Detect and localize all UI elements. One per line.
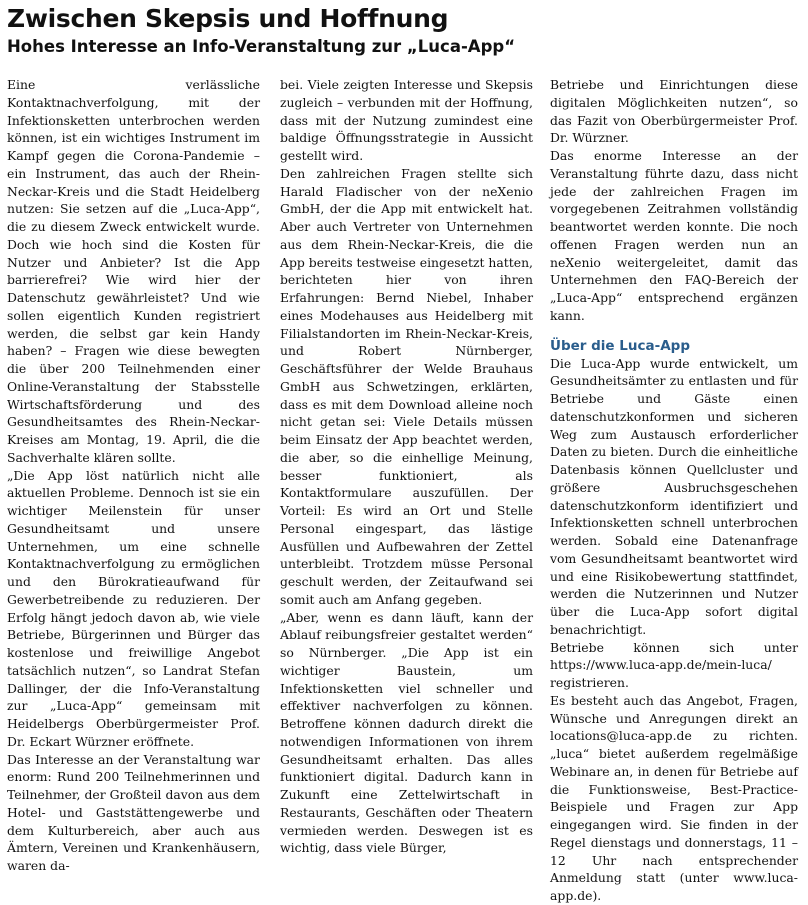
paragraph: Betriebe und Einrichtungen diese digitalen Möglichkeiten nutzen“, so das Fazit von Oberbürgermeister Prof. Dr. Würzner. bbox=[550, 77, 798, 146]
headline: Zwischen Skepsis und Hoffnung bbox=[7, 4, 449, 33]
paragraph: Den zahlreichen Fragen stellte sich Harald Fladischer von der neXenio GmbH, der die App mit entwickelt hat. Aber auch Vertreter von Unternehmen aus dem Rhein-Neckar-Kreis, die die App bereits testweise eingesetzt hatten, berichteten hier von ihren Erfahrungen: Bernd Niebel, Inhaber eines Modehauses aus Heidelberg mit Filialstandorten im Rhein-Neckar-Kreis, und Robert Nürnberger, Geschäftsführer der Welde Brauhaus GmbH aus Schwetzingen, erklärten, dass es mit dem Download alleine noch nicht getan sei: Viele Details müssen beim Einsatz der App beachtet werden, die aber, so die einhellige Meinung, besser funktioniert, als Kontaktformulare auszufüllen. Der Vorteil: Es wird an Ort und Stelle Personal eingespart, das lästige Ausfüllen und Aufbewahren der Zettel unterbleibt. Trotzdem müsse Personal geschult werden, der Zeitaufwand sei somit auch am Anfang gegeben. bbox=[280, 165, 533, 607]
paragraph: „Die App löst natürlich nicht alle aktuellen Probleme. Dennoch ist sie ein wichtiger Meilenstein für unser Gesundheitsamt und unsere Unternehmen, um eine schnelle Kontaktnachverfolgung zu ermöglichen und den Bürokratieaufwand für Gewerbetreibende zu reduzieren. Der Erfolg hängt jedoch davon ab, wie viele Betriebe, Bürgerinnen und Bürger das kostenlose und freiwillige Angebot tatsächlich nutzen“, so Landrat Stefan Dallinger, der die Info-Veranstaltung zur „Luca-App“ gemeinsam mit Heidelbergs Oberbürgermeister Prof. Dr. Eckart Würzner eröffnete. bbox=[7, 467, 260, 749]
subheadline: Hohes Interesse an Info-Veranstaltung zur „Luca-App“ bbox=[7, 37, 516, 56]
section-heading: Über die Luca-App bbox=[550, 337, 690, 354]
paragraph: Das enorme Interesse an der Veranstaltung führte dazu, dass nicht jede der zahlreichen Fragen im vorgegebenen Zeitrahmen vollständig beantwortet werden konnte. Die noch offenen Fragen werden nun an neXenio weitergeleitet, damit das Unternehmen den FAQ-Bereich der „Luca-App“ entsprechend ergänzen kann. bbox=[550, 148, 798, 323]
paragraph: Betriebe können sich unter https://www.luca-app.de/mein-luca/ registrieren. bbox=[550, 639, 798, 690]
paragraph: Eine verlässliche Kontaktnachverfolgung, mit der Infektionsketten unterbrochen werden können, ist ein wichtiges Instrument im Kampf gegen die Corona-Pandemie – ein Instrument, das auch der Rhein-Neckar-Kreis und die Stadt Heidelberg nutzen: Sie setzen auf die „Luca-App“, die zu diesem Zweck entwickelt wurde. Doch wie hoch sind die Kosten für Nutzer und Anbieter? Ist die App barrierefrei? Wie wird hier der Datenschutz gewährleistet? Und wie sollen eigentlich Kunden registriert werden, die selbst gar kein Handy haben? – Fragen wie diese bewegten die über 200 Teilnehmenden einer Online-Veranstaltung der Stabsstelle Wirtschaftsförderung und des Gesundheitsamtes des Rhein-Neckar-Kreises am Montag, 19. April, die die Sachverhalte klären sollte. bbox=[7, 77, 260, 465]
paragraph: Das Interesse an der Veranstaltung war enorm: Rund 200 Teilnehmerinnen und Teilnehmer, der Großteil davon aus dem Hotel- und Gaststättengewerbe und dem Kulturbereich, aber auch aus Ämtern, Vereinen und Krankenhäusern, waren da- bbox=[7, 751, 260, 873]
paragraph: Es besteht auch das Angebot, Fragen, Wünsche und Anregungen direkt an locations@luca-app.de zu richten. „luca“ bietet außerdem regelmäßige Webinare an, in denen für Betriebe auf die Funktionsweise, Best-Practice-Beispiele und Fragen zur App eingegangen wird. Sie finden in der Regel dienstags und donnerstags, 11 – 12 Uhr nach entsprechender Anmeldung statt (unter www.luca-app.de). bbox=[550, 692, 798, 903]
article-column-1 bbox=[7, 76, 260, 873]
article-column-2 bbox=[280, 76, 533, 856]
paragraph: Die Luca-App wurde entwickelt, um Gesundheitsämter zu entlasten und für Betriebe und Gäste einen datenschutzkonformen und sicheren Weg zum Austausch erforderlicher Daten zu bieten. Durch die einheitliche Datenbasis können Quellcluster und größere Ausbruchsgeschehen datenschutzkonform identifiziert und Infektionsketten schnell unterbrochen werden. Sobald eine Datenanfrage vom Gesundheitsamt beantwortet wird und eine Risikobewertung stattfindet, werden die Nutzerinnen und Nutzer über die Luca-App sofort digital benachrichtigt. bbox=[550, 355, 798, 637]
paragraph: bei. Viele zeigten Interesse und Skepsis zugleich – verbunden mit der Hoffnung, dass mit der Nutzung zumindest eine baldige Öffnungsstrategie in Aussicht gestellt wird. bbox=[280, 77, 533, 163]
paragraph: „Aber, wenn es dann läuft, kann der Ablauf reibungsfreier gestaltet werden“ so Nürnberger. „Die App ist ein wichtiger Baustein, um Infektionsketten viel schneller und effektiver nachverfolgen zu können. Betroffene können dadurch direkt die notwendigen Informationen von ihrem Gesundheitsamt erhalten. Das alles funktioniert digital. Dadurch kann in Zukunft eine Zettelwirtschaft in Restaurants, Geschäften oder Theatern vermieden werden. Deswegen ist es wichtig, dass viele Bürger, bbox=[280, 609, 533, 856]
article-column-3 bbox=[550, 76, 798, 903]
